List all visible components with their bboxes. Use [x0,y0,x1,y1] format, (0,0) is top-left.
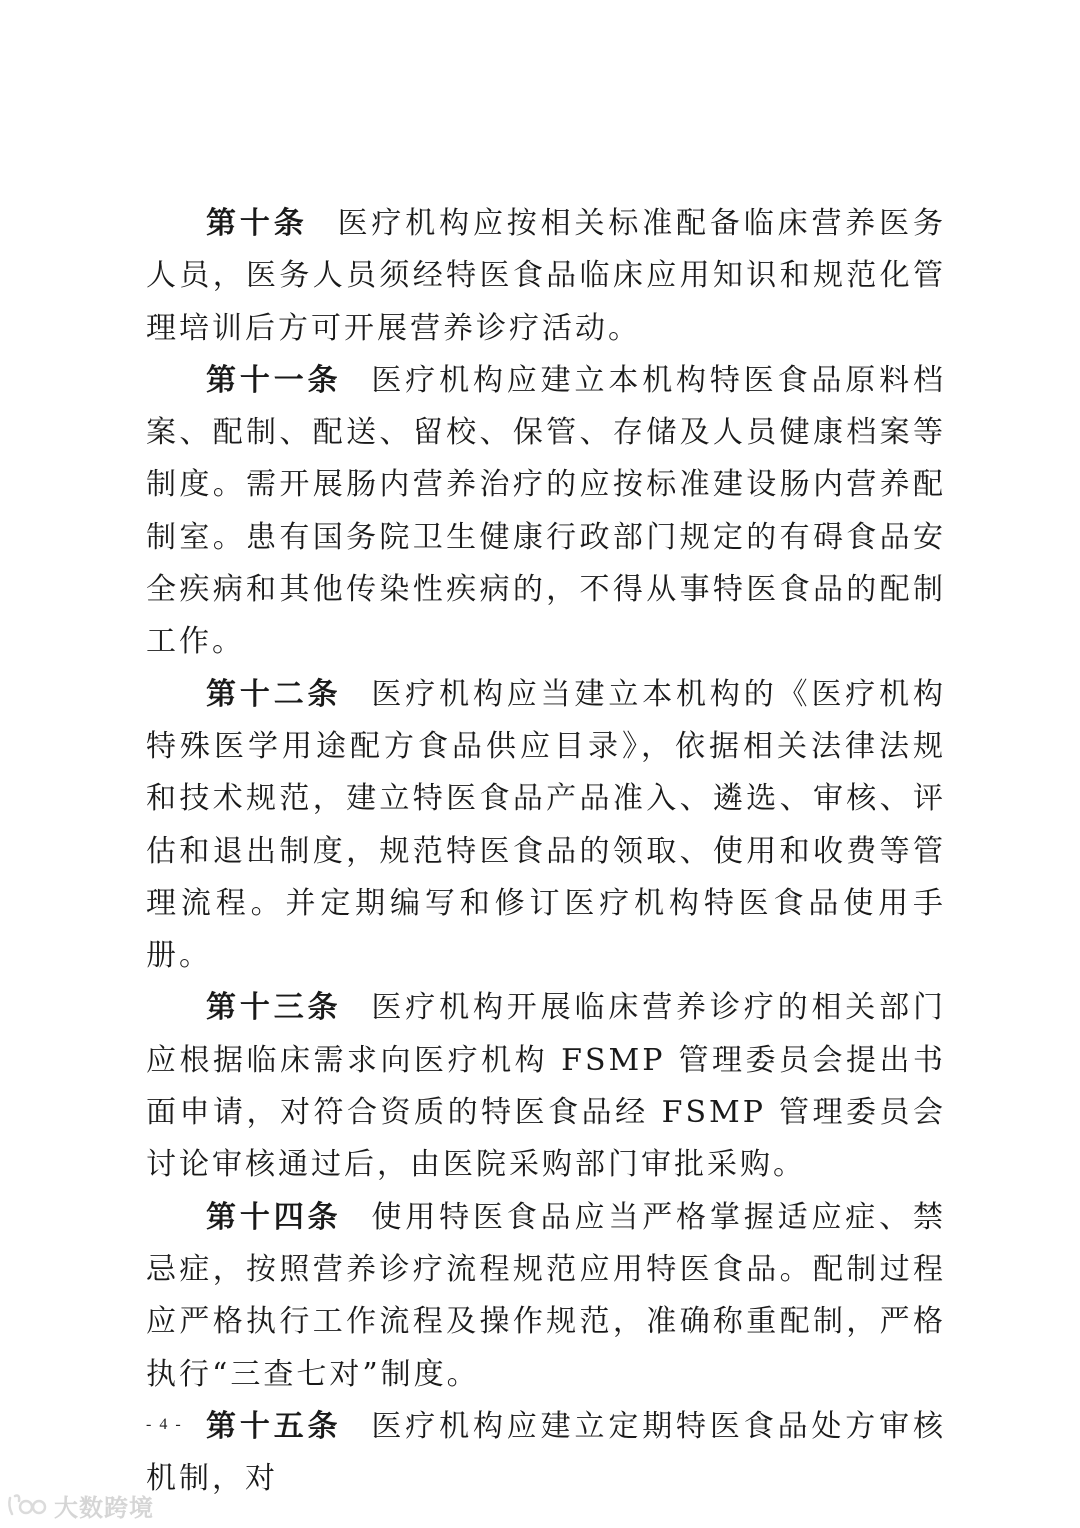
article-15 [146,1401,946,1506]
article-label: 第十三条 [206,990,342,1026]
article-label: 第十二条 [206,676,342,712]
article-10 [146,198,946,355]
article-11 [146,355,946,669]
article-label: 第十条 [206,206,308,241]
article-12 [146,669,946,983]
page-number: - 4 - [146,1416,183,1433]
article-text: 使用特医食品应当严格掌握适应症、禁忌症，按照营养诊疗流程规范应用特医食品。配制过程应严格执行工作流程及操作规范，准确称重配制，严格执行“三查七对”制度。 [146,1199,947,1392]
article-text: 医疗机构应建立定期特医食品处方审核机制，对 [146,1408,947,1497]
article-text: 医疗机构应当建立本机构的《医疗机构特殊医学用途配方食品供应目录》，依据相关法律法规和技术规范，建立特医食品产品准入、遴选、审核、评估和退出制度，规范特医食品的领取、使用和收费等管理流程。并定期编写和修订医疗机构特医食品使用手册。 [146,676,947,974]
watermark-text: 大数跨境 [54,1494,154,1522]
article-label: 第十一条 [206,362,342,398]
watermark [6,1488,154,1523]
article-14 [146,1192,946,1401]
article-text: 医疗机构应按相关标准配备临床营养医务人员，医务人员须经特医食品临床应用知识和规范化管理培训后方可开展营养诊疗活动。 [146,206,947,346]
article-text: 医疗机构应建立本机构特医食品原料档案、配制、配送、留校、保管、存储及人员健康档案等制度。需开展肠内营养治疗的应按标准建设肠内营养配制室。患有国务院卫生健康行政部门规定的有碍食品安全疾病和其他传染性疾病的，不得从事特医食品的配制工作。 [146,362,947,660]
article-text: 医疗机构开展临床营养诊疗的相关部门应根据临床需求向医疗机构 FSMP 管理委员会提出书面申请，对符合资质的特医食品经 FSMP 管理委员会讨论审核通过后，由医院采购部门审批采购。 [146,990,947,1183]
brand-logo-icon [6,1492,50,1520]
article-label: 第十五条 [206,1408,342,1444]
article-13 [146,982,946,1191]
article-label: 第十四条 [206,1199,342,1235]
document-body [146,198,946,1505]
